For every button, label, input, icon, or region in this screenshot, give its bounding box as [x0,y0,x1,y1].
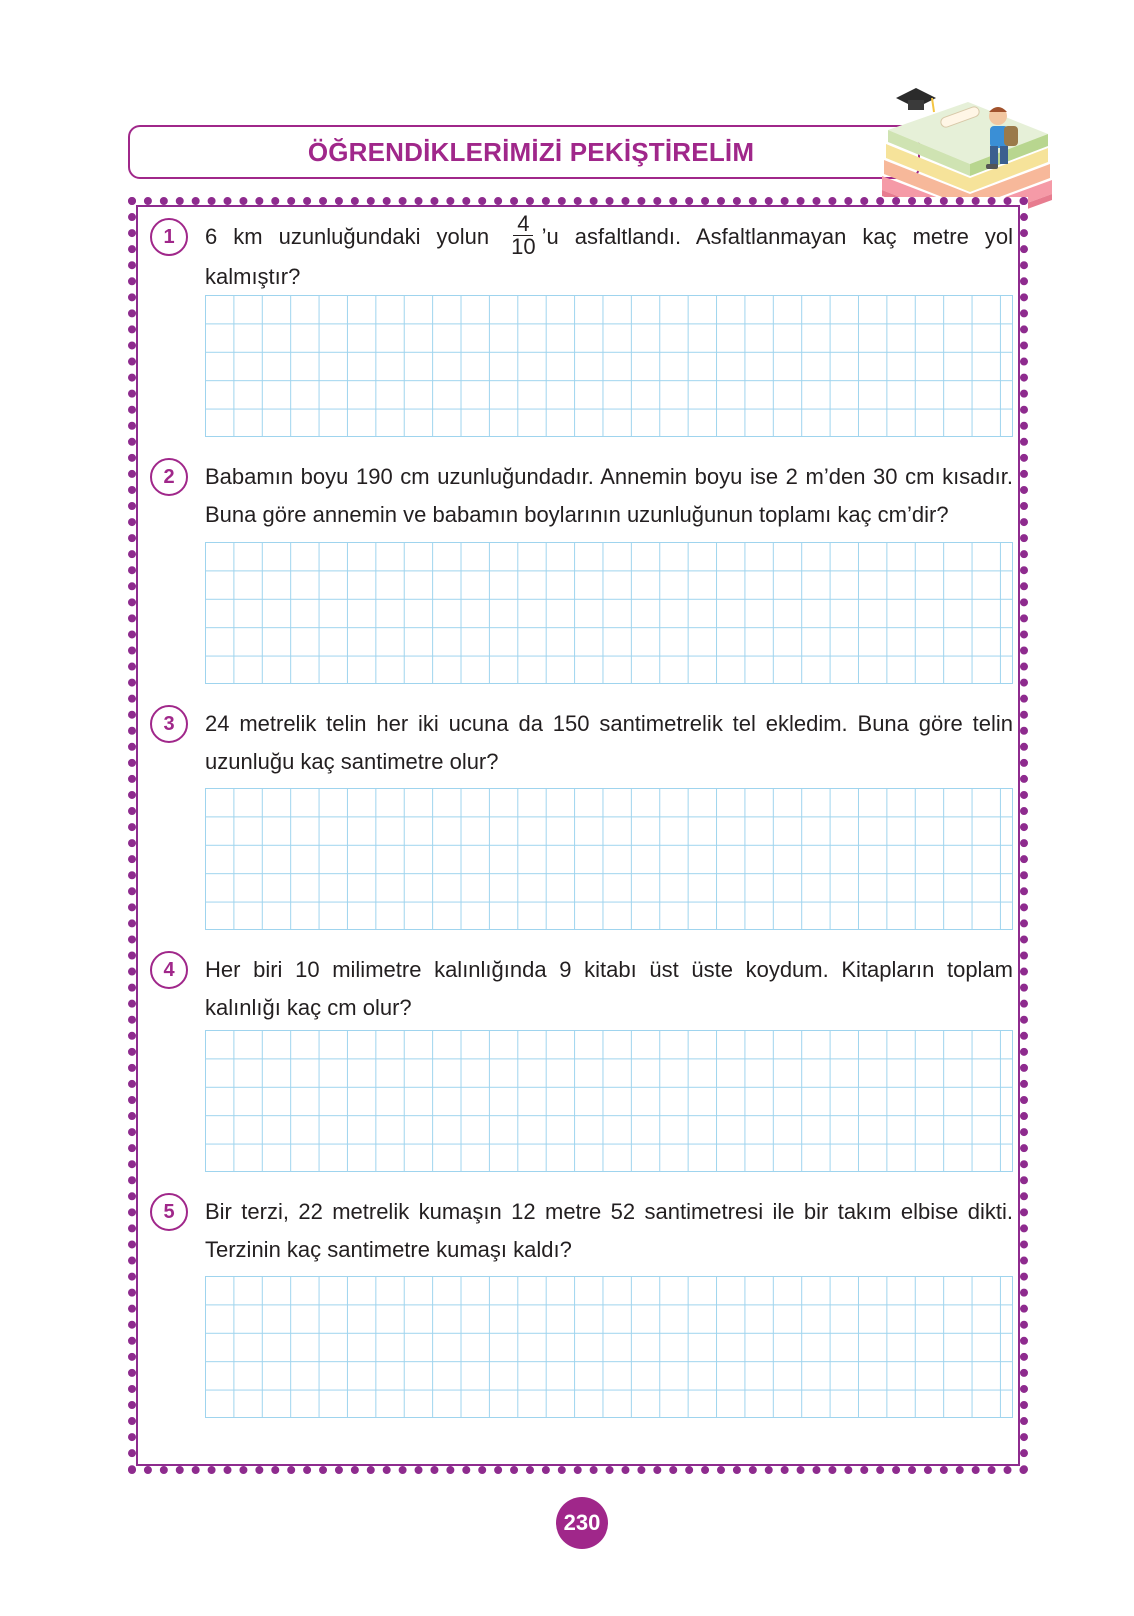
question-text [205,210,1013,296]
page-number: 230 [556,1497,608,1549]
answer-grid[interactable] [205,542,1013,684]
question-text-part: ’u asfaltlandı. Asfaltlanmayan kaç metre yol kalmıştır? [205,224,1013,289]
question-number: 1 [150,218,188,256]
section-title-box [128,125,920,179]
question-text: Bir terzi, 22 metrelik kumaşın 12 metre 52 santimetresi ile bir takım elbise dikti. Terzinin kaç santimetre kumaşı kaldı? [205,1199,1013,1262]
answer-grid[interactable] [205,788,1013,930]
answer-grid[interactable] [205,1030,1013,1172]
question-text: 24 metrelik telin her iki ucuna da 150 santimetrelik tel ekledim. Buna göre telin uzunluğu kaç santimetre olur? [205,711,1013,774]
question-text: Her biri 10 milimetre kalınlığında 9 kitabı üst üste koydum. Kitapların toplam kalınlığı kaç cm olur? [205,957,1013,1020]
question-text: Babamın boyu 190 cm uzunluğundadır. Annemin boyu ise 2 m’den 30 cm kısadır. Buna göre annemin ve babamın boylarının uzunluğunun toplamı kaç cm’dir? [205,464,1013,527]
answer-grid[interactable] [205,295,1013,437]
fraction [511,210,536,259]
question-text-part: 6 km uzunluğundaki yolun [205,224,490,249]
question-number: 4 [150,951,188,989]
question-number: 5 [150,1193,188,1231]
fraction-denominator: 10 [511,233,536,259]
answer-grid[interactable] [205,1276,1013,1418]
question-number: 2 [150,458,188,496]
question-number: 3 [150,705,188,743]
section-title: ÖĞRENDİKLERİMİZİ PEKİŞTİRELİM [307,136,755,167]
fraction-numerator: 4 [513,213,533,236]
